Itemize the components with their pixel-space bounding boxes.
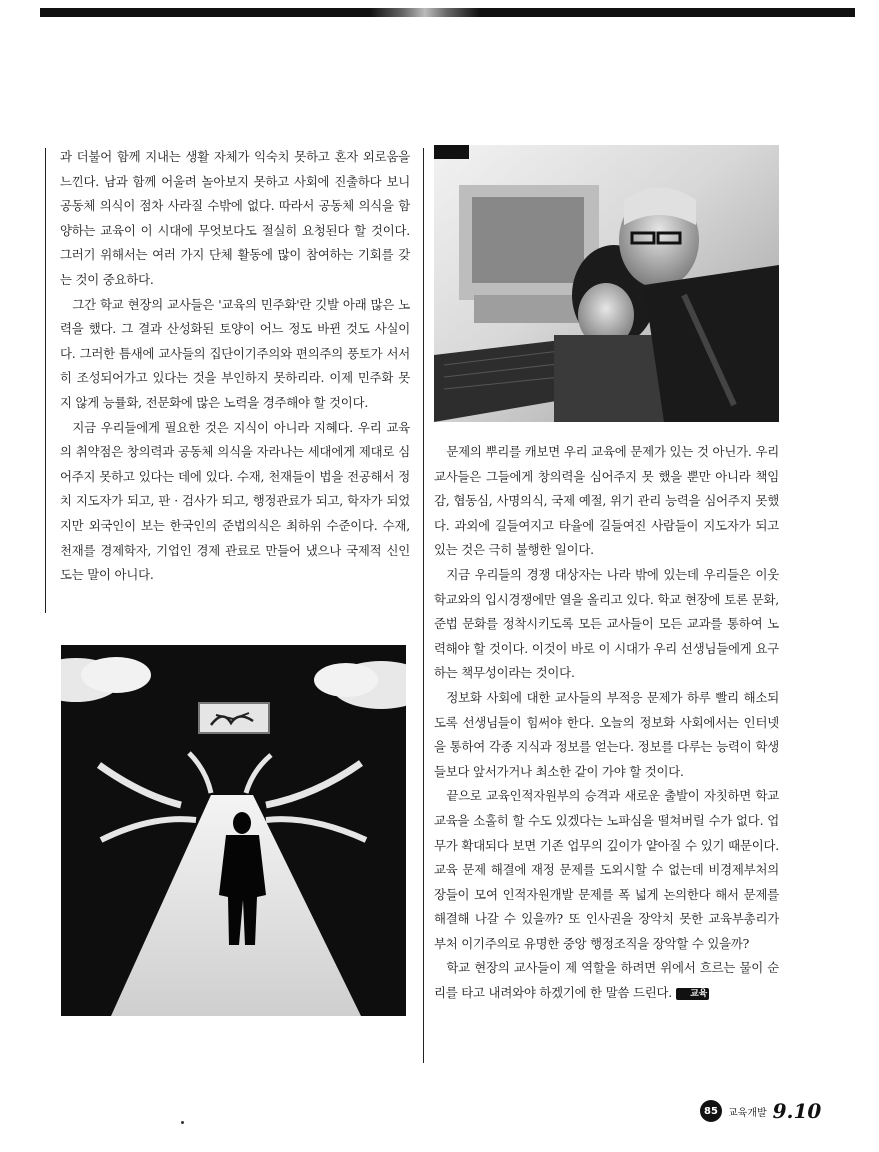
paragraph: 지금 우리들의 경쟁 대상자는 나라 밖에 있는데 우리들은 이웃 학교와의 입시경쟁에만 열을 올리고 있다. 학교 현장에 토론 문화, 준법 문화를 정착시키도록 모든 교사들이 모든 교과를 통하여 노력해야 할 것이다. 이것이 바로 이 시대가 우리 선생님들에게 요구하는 책무성이라는 것이다. <box>434 566 779 681</box>
magazine-name: 교육개발 <box>728 1107 767 1119</box>
paragraph <box>434 956 779 1005</box>
page-footer <box>700 1098 821 1124</box>
photo-teacher-and-student-at-computer <box>434 145 779 422</box>
paragraph: 문제의 뿌리를 캐보면 우리 교육에 문제가 있는 것 아닌가. 우리 교사들은 그들에게 창의력을 심어주지 못 했을 뿐만 아니라 책임감, 협동심, 사명의식, 국제 예절, 위기 관리 능력을 심어주지 못했다. 과외에 길들여지고 타율에 길들여진 사람들이 지도자가 되고 있는 것은 극히 불행한 일이다. <box>434 444 779 558</box>
stray-dot <box>181 1121 184 1124</box>
paragraph: 과 더불어 함께 지내는 생활 자체가 익숙치 못하고 혼자 외로움을 느낀다. 남과 함께 어울려 놀아보지 못하고 사회에 진출하다 보니 공동체 의식이 점차 사라질 수밖에 없다. 따라서 공동체 의식을 함양하는 교육이 이 시대에 무엇보다도 절실히 요청된다 할 것이다. 그러기 위해서는 여러 가지 단체 활동에 많이 참여하는 기회를 갖는 것이 중요하다. <box>60 149 410 287</box>
illustration-man-at-crossroads <box>61 645 406 1016</box>
paragraph: 정보화 사회에 대한 교사들의 부적응 문제가 하루 빨리 해소되도록 선생님들이 힘써야 한다. 오늘의 정보화 사회에서는 인터넷을 통하여 각종 지식과 정보를 얻는다. 정보를 다루는 능력이 학생들보다 앞서가거나 최소한 같이 가야 할 것이다. <box>434 689 779 779</box>
illustration-man-at-crossroads-image <box>61 645 406 1016</box>
paragraph: 그간 학교 현장의 교사들은 '교육의 민주화'란 깃발 아래 많은 노력을 했다. 그 결과 산성화된 토양이 어느 정도 바뀐 것도 사실이다. 그러한 틈새에 교사들의 집단이기주의와 편의주의 풍토가 서서히 조성되어가고 있다는 것을 부인하지 못하리라. 이제 민주화 못지 않게 능률화, 전문화에 많은 노력을 경주해야 할 것이다. <box>60 296 410 410</box>
column-rule-left <box>45 148 46 613</box>
paragraph: 끝으로 교육인적자원부의 승격과 새로운 출발이 자칫하면 학교교육을 소홀히 할 수도 있겠다는 노파심을 떨쳐버릴 수가 없다. 업무가 확대되다 보면 기존 업무의 깊이가 얕아질 수 있기 때문이다. 교육 문제 해결에 재정 문제를 도외시할 수 없는데 비경제부처의 장들이 모여 인적자원개발 문제를 폭 넓게 논의한다 해서 문제를 해결해 나갈 수 있을까? 또 인사권을 장악치 못한 교육부총리가 부처 이기주의로 유명한 중앙 행정조직을 장악할 수 있을까? <box>434 788 779 951</box>
paragraph: 지금 우리들에게 필요한 것은 지식이 아니라 지혜다. 우리 교육의 취약점은 창의력과 공동체 의식을 자라나는 세대에게 제대로 심어주지 못하고 있다는 데에 있다. 수재, 천재들이 법을 전공해서 정치 지도자가 되고, 판 · 검사가 되고, 행정관료가 되고, 학자가 되었지만 외국인이 보는 한국인의 준법의식은 최하위 수준이다. 수재, 천재를 경제학자, 기업인 경제 관료로 만들어 냈으나 국제적 신인도는 말이 아니다. <box>60 419 410 583</box>
page-number: 85 <box>700 1100 722 1122</box>
issue-number: 9.10 <box>772 1099 822 1123</box>
left-column <box>60 145 410 588</box>
photo-teacher-and-student-at-computer-image <box>434 145 779 422</box>
column-rule-right <box>423 148 424 1063</box>
right-column <box>434 440 779 1006</box>
paragraph-text: 학교 현장의 교사들이 제 역할을 하려면 위에서 흐르는 물이 순리를 타고 내려와야 하겠기에 한 말씀 드린다. <box>434 960 779 1001</box>
end-mark-icon: 교육 <box>676 988 709 1000</box>
header-rule <box>40 8 855 17</box>
